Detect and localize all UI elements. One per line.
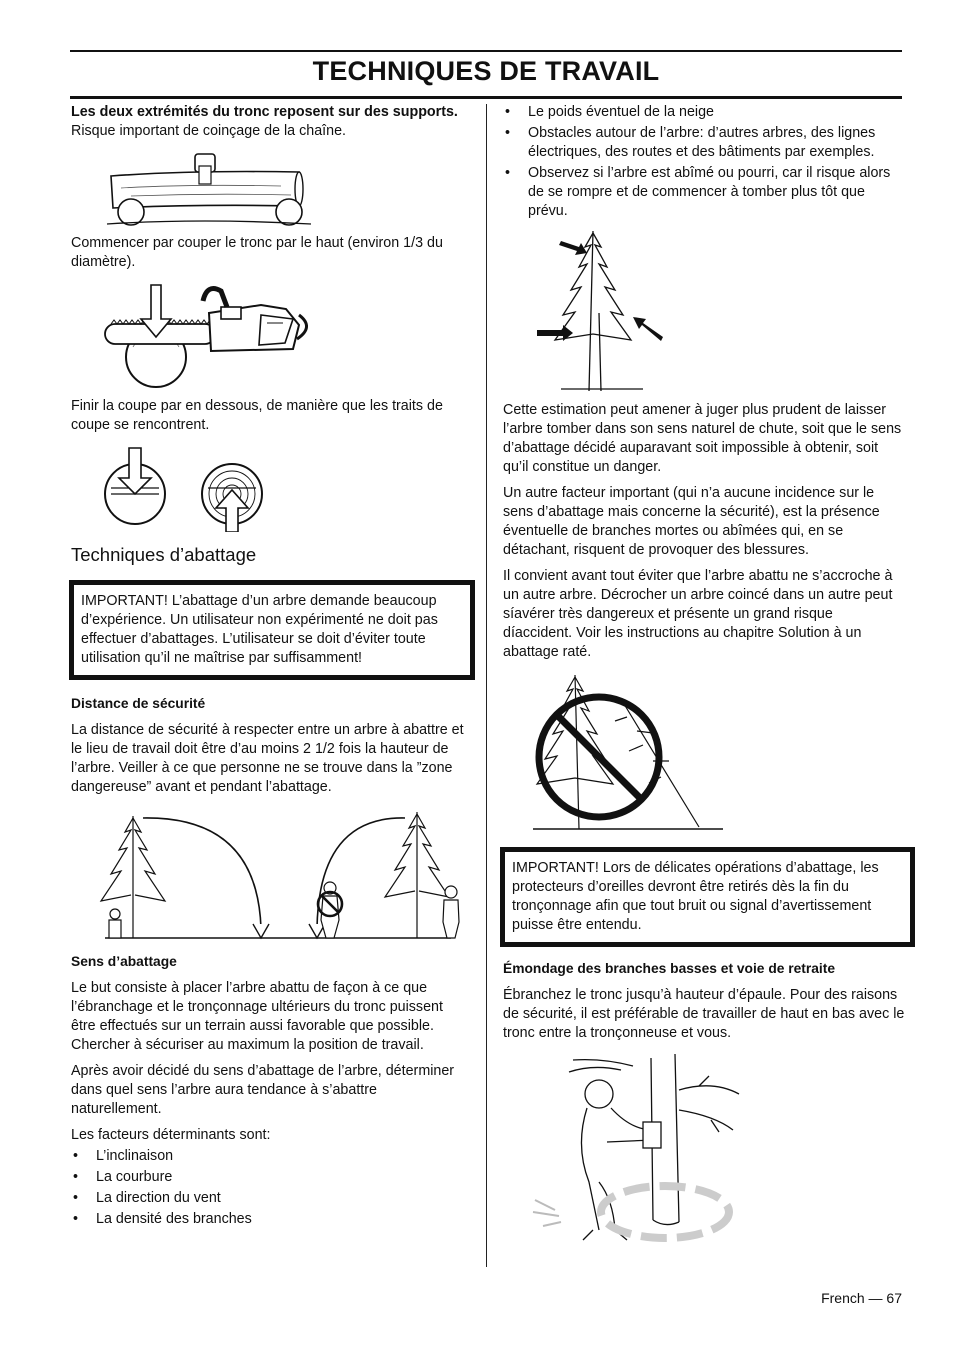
list-item: • La densité des branches xyxy=(73,1211,252,1227)
safety-distance-heading: Distance de sécurité xyxy=(71,696,206,711)
limbing-operator-illustration xyxy=(503,1050,903,1260)
safety-distance-illustration xyxy=(71,804,471,944)
cut-sequence-diagram xyxy=(71,442,471,532)
felling-techniques-heading: Techniques d’abattage xyxy=(71,544,257,565)
tree-factors-illustration xyxy=(503,223,903,395)
right-column xyxy=(503,103,905,1260)
important-ear-protection-text: IMPORTANT! Lors de délicates opérations d’abattage, les protecteurs d’oreilles devront être retirés dès la fin du tronçonnage afin que tout bruit ou signal d’avertissement puisse être entendu. xyxy=(512,860,879,933)
list-item: • Observez si l’arbre est abîmé ou pourri, car il risque alors de se rompre et de commencer à tomber plus tôt que prévu. xyxy=(505,165,891,219)
list-item: • Le poids éventuel de la neige xyxy=(505,104,715,120)
page-footer: French — 67 xyxy=(821,1290,902,1306)
right-tree xyxy=(385,812,449,938)
worker-left xyxy=(109,909,121,938)
log-supported-both-ends-text xyxy=(71,103,471,141)
log-supported-bold: Les deux extrémités du tronc reposent sur des supports. xyxy=(71,104,458,120)
log-supported-rest: Risque important de coinçage de la chaîne. xyxy=(71,123,346,139)
arrow-top xyxy=(559,241,587,255)
felling-direction-heading: Sens d’abattage xyxy=(71,954,177,969)
left-column xyxy=(71,103,471,1231)
pruning-retreat-heading: Émondage des branches basses et voie de retraite xyxy=(503,961,836,976)
list-item: • La courbure xyxy=(73,1169,173,1185)
cut-from-top-text: Commencer par couper le tronc par le haut (environ 1/3 du diamètre). xyxy=(71,235,443,270)
top-cut-chainsaw-illustration xyxy=(71,279,471,391)
factors-list-continued xyxy=(503,103,905,221)
list-item: • Obstacles autour de l’arbre: d’autres arbres, des lignes électriques, des routes et des bâtiments par exemples. xyxy=(505,125,876,160)
important-felling-warning-text: IMPORTANT! L’abattage d’un arbre demande beaucoup d’expérience. Un utilisateur non expérimenté ne doit pas effectuer d’abattages. L’utilisateur se doit d’éviter toute utilisation qu’il ne maîtrise par suffisamment! xyxy=(81,593,438,666)
list-item: • La direction du vent xyxy=(73,1190,221,1206)
hung-tree-prohibited-illustration xyxy=(503,669,903,839)
safety-distance-text: La distance de sécurité à respecter entre un arbre à abattre et le lieu de travail doit être d’au moins 2 1/2 fois la hauteur de l’arbre. Veiller à ce que personne ne se trouve dans la ”zone dangereuse” avant et pendant l’abattage. xyxy=(71,722,464,795)
list-item: • L’inclinaison xyxy=(73,1148,174,1164)
pruning-text: Ébranchez le tronc jusqu’à hauteur d’épaule. Pour des raisons de sécurité, il est préférable de travailler de haut en bas avec le tronc entre la tronçonneuse et vous. xyxy=(503,987,905,1041)
page-title: TECHNIQUES DE TRAVAIL xyxy=(312,56,660,86)
column-divider xyxy=(486,104,487,1267)
important-felling-warning-box xyxy=(69,580,475,680)
finish-cut-from-below-text: Finir la coupe par en dessous, de manière que les traits de coupe se rencontrent. xyxy=(71,398,443,433)
retreat-path xyxy=(601,1186,729,1238)
felling-direction-text-1: Le but consiste à placer l’arbre abattu de façon à ce que l’ébranchage et le tronçonnage ultérieurs du tronc puissent être effectués sur un terrain aussi favorable que possible. Chercher à sécuriser au maximum la position de travail. xyxy=(71,980,443,1053)
page-header xyxy=(70,50,902,99)
hung-tree-text: Il convient avant tout éviter que l’arbre abattu ne s’accroche à un autre arbre. Décrocher un arbre coincé dans un autre peut síavérer très dangereux et présente un grand risque díaccident. Voir les instructions au chapitre Solution à un abattage raté. xyxy=(503,568,893,660)
arrow-right xyxy=(633,317,663,341)
log-on-two-supports-illustration xyxy=(71,148,471,228)
estimation-text: Cette estimation peut amener à juger plus prudent de laisser l’arbre tomber dans son sens naturel de chute, soit que le sens d’abattage décidé auparavant soit impossible à obtenir, soit qu’il constitue un danger. xyxy=(503,402,902,475)
important-ear-protection-warning-box xyxy=(500,847,915,947)
worker-right xyxy=(443,886,459,938)
dead-branches-text: Un autre facteur important (qui n’a aucune incidence sur le sens d’abattage mais concerne la sécurité), est la présence éventuelle de branches mortes ou abîmées qui, en se détachant, risquent de provoquer des blessures. xyxy=(503,485,880,558)
factors-list xyxy=(71,1147,471,1229)
felling-direction-text-2: Après avoir décidé du sens d’abattage de l’arbre, déterminer dans quel sens l’arbre aura tendance à s’abattre naturellement. xyxy=(71,1063,455,1117)
determining-factors-text: Les facteurs déterminants sont: xyxy=(71,1127,271,1143)
